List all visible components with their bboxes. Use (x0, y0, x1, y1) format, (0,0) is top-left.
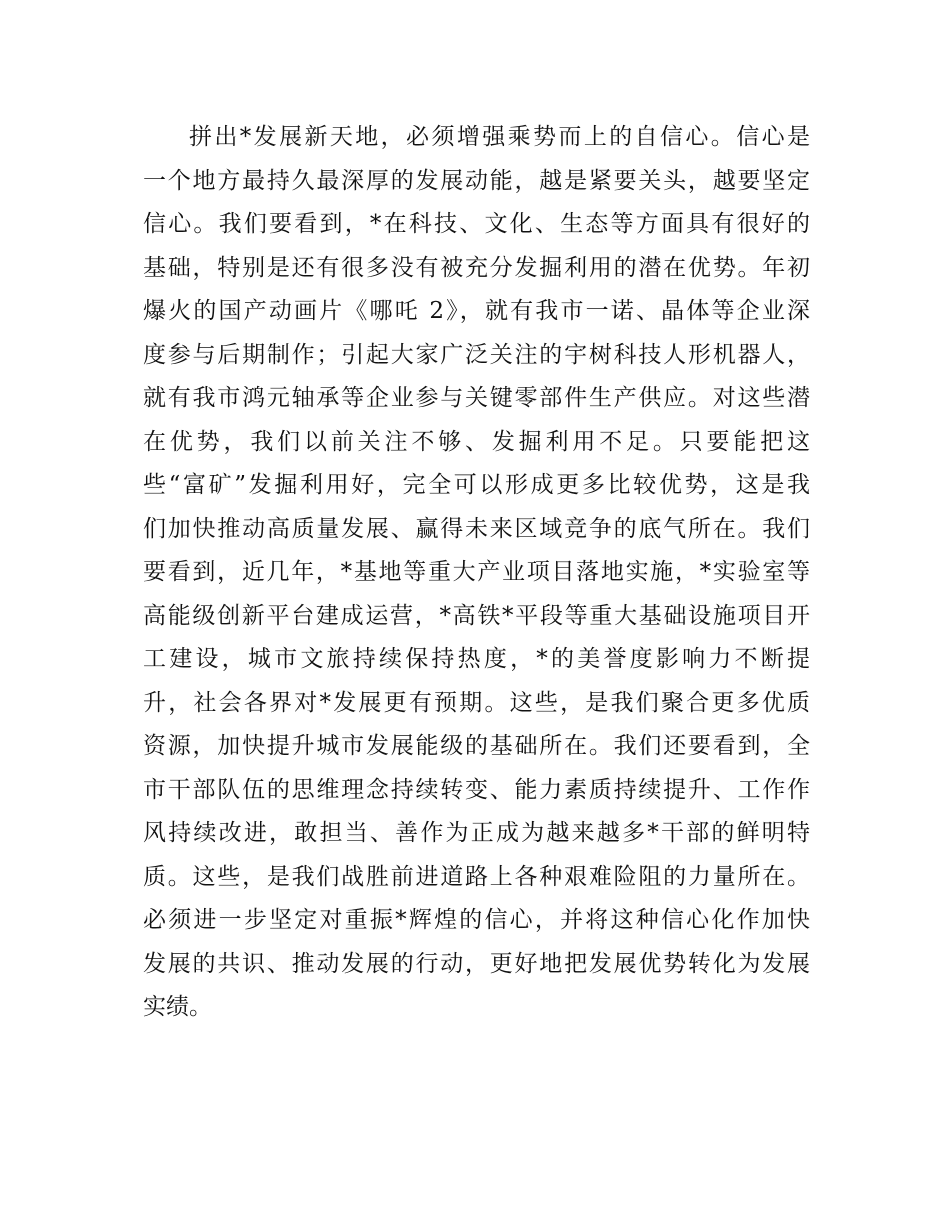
paragraph-line: 要看到，近几年，*基地等重大产业项目落地实施，*实验室等 (143, 559, 810, 585)
paragraph-line: 高能级创新平台建成运营，*高铁*平段等重大基础设施项目开 (143, 602, 810, 629)
paragraph-line: 拼出*发展新天地，必须增强乘势而上的自信心。信心是 (189, 124, 810, 150)
paragraph-line: 工建设，城市文旅持续保持热度，*的美誉度影响力不断提 (143, 646, 810, 672)
paragraph-line: 爆火的国产动画片《哪吒 2》，就有我市一诺、晶体等企业深 (143, 298, 810, 324)
paragraph-line: 升，社会各界对*发展更有预期。这些，是我们聚合更多优质 (143, 689, 810, 716)
paragraph-line: 度参与后期制作；引起大家广泛关注的宇树科技人形机器人， (143, 341, 810, 368)
paragraph-line: 些“富矿”发掘利用好，完全可以形成更多比较优势，这是我 (143, 472, 810, 498)
paragraph-line: 风持续改进，敢担当、善作为正成为越来越多*干部的鲜明特 (143, 820, 810, 846)
paragraph-line: 一个地方最持久最深厚的发展动能，越是紧要关头，越要坚定 (143, 167, 810, 194)
paragraph-line: 基础，特别是还有很多没有被充分发掘利用的潜在优势。年初 (143, 254, 810, 281)
paragraph-line: 必须进一步坚定对重振*辉煌的信心，并将这种信心化作加快 (143, 907, 810, 933)
paragraph-line: 们加快推动高质量发展、赢得未来区域竞争的底气所在。我们 (143, 515, 810, 542)
paragraph-line: 在优势，我们以前关注不够、发掘利用不足。只要能把这 (143, 428, 810, 455)
body-paragraph (143, 116, 810, 1030)
paragraph-line: 就有我市鸿元轴承等企业参与关键零部件生产供应。对这些潜 (143, 385, 810, 411)
paragraph-line: 资源，加快提升城市发展能级的基础所在。我们还要看到，全 (143, 733, 810, 759)
paragraph-line: 质。这些，是我们战胜前进道路上各种艰难险阻的力量所在。 (143, 863, 810, 890)
paragraph-line: 市干部队伍的思维理念持续转变、能力素质持续提升、工作作 (143, 776, 810, 803)
paragraph-line: 发展的共识、推动发展的行动，更好地把发展优势转化为发展 (143, 950, 810, 977)
paragraph-line: 实绩。 (143, 994, 212, 1020)
paragraph-line: 信心。我们要看到，*在科技、文化、生态等方面具有很好的 (143, 211, 810, 237)
